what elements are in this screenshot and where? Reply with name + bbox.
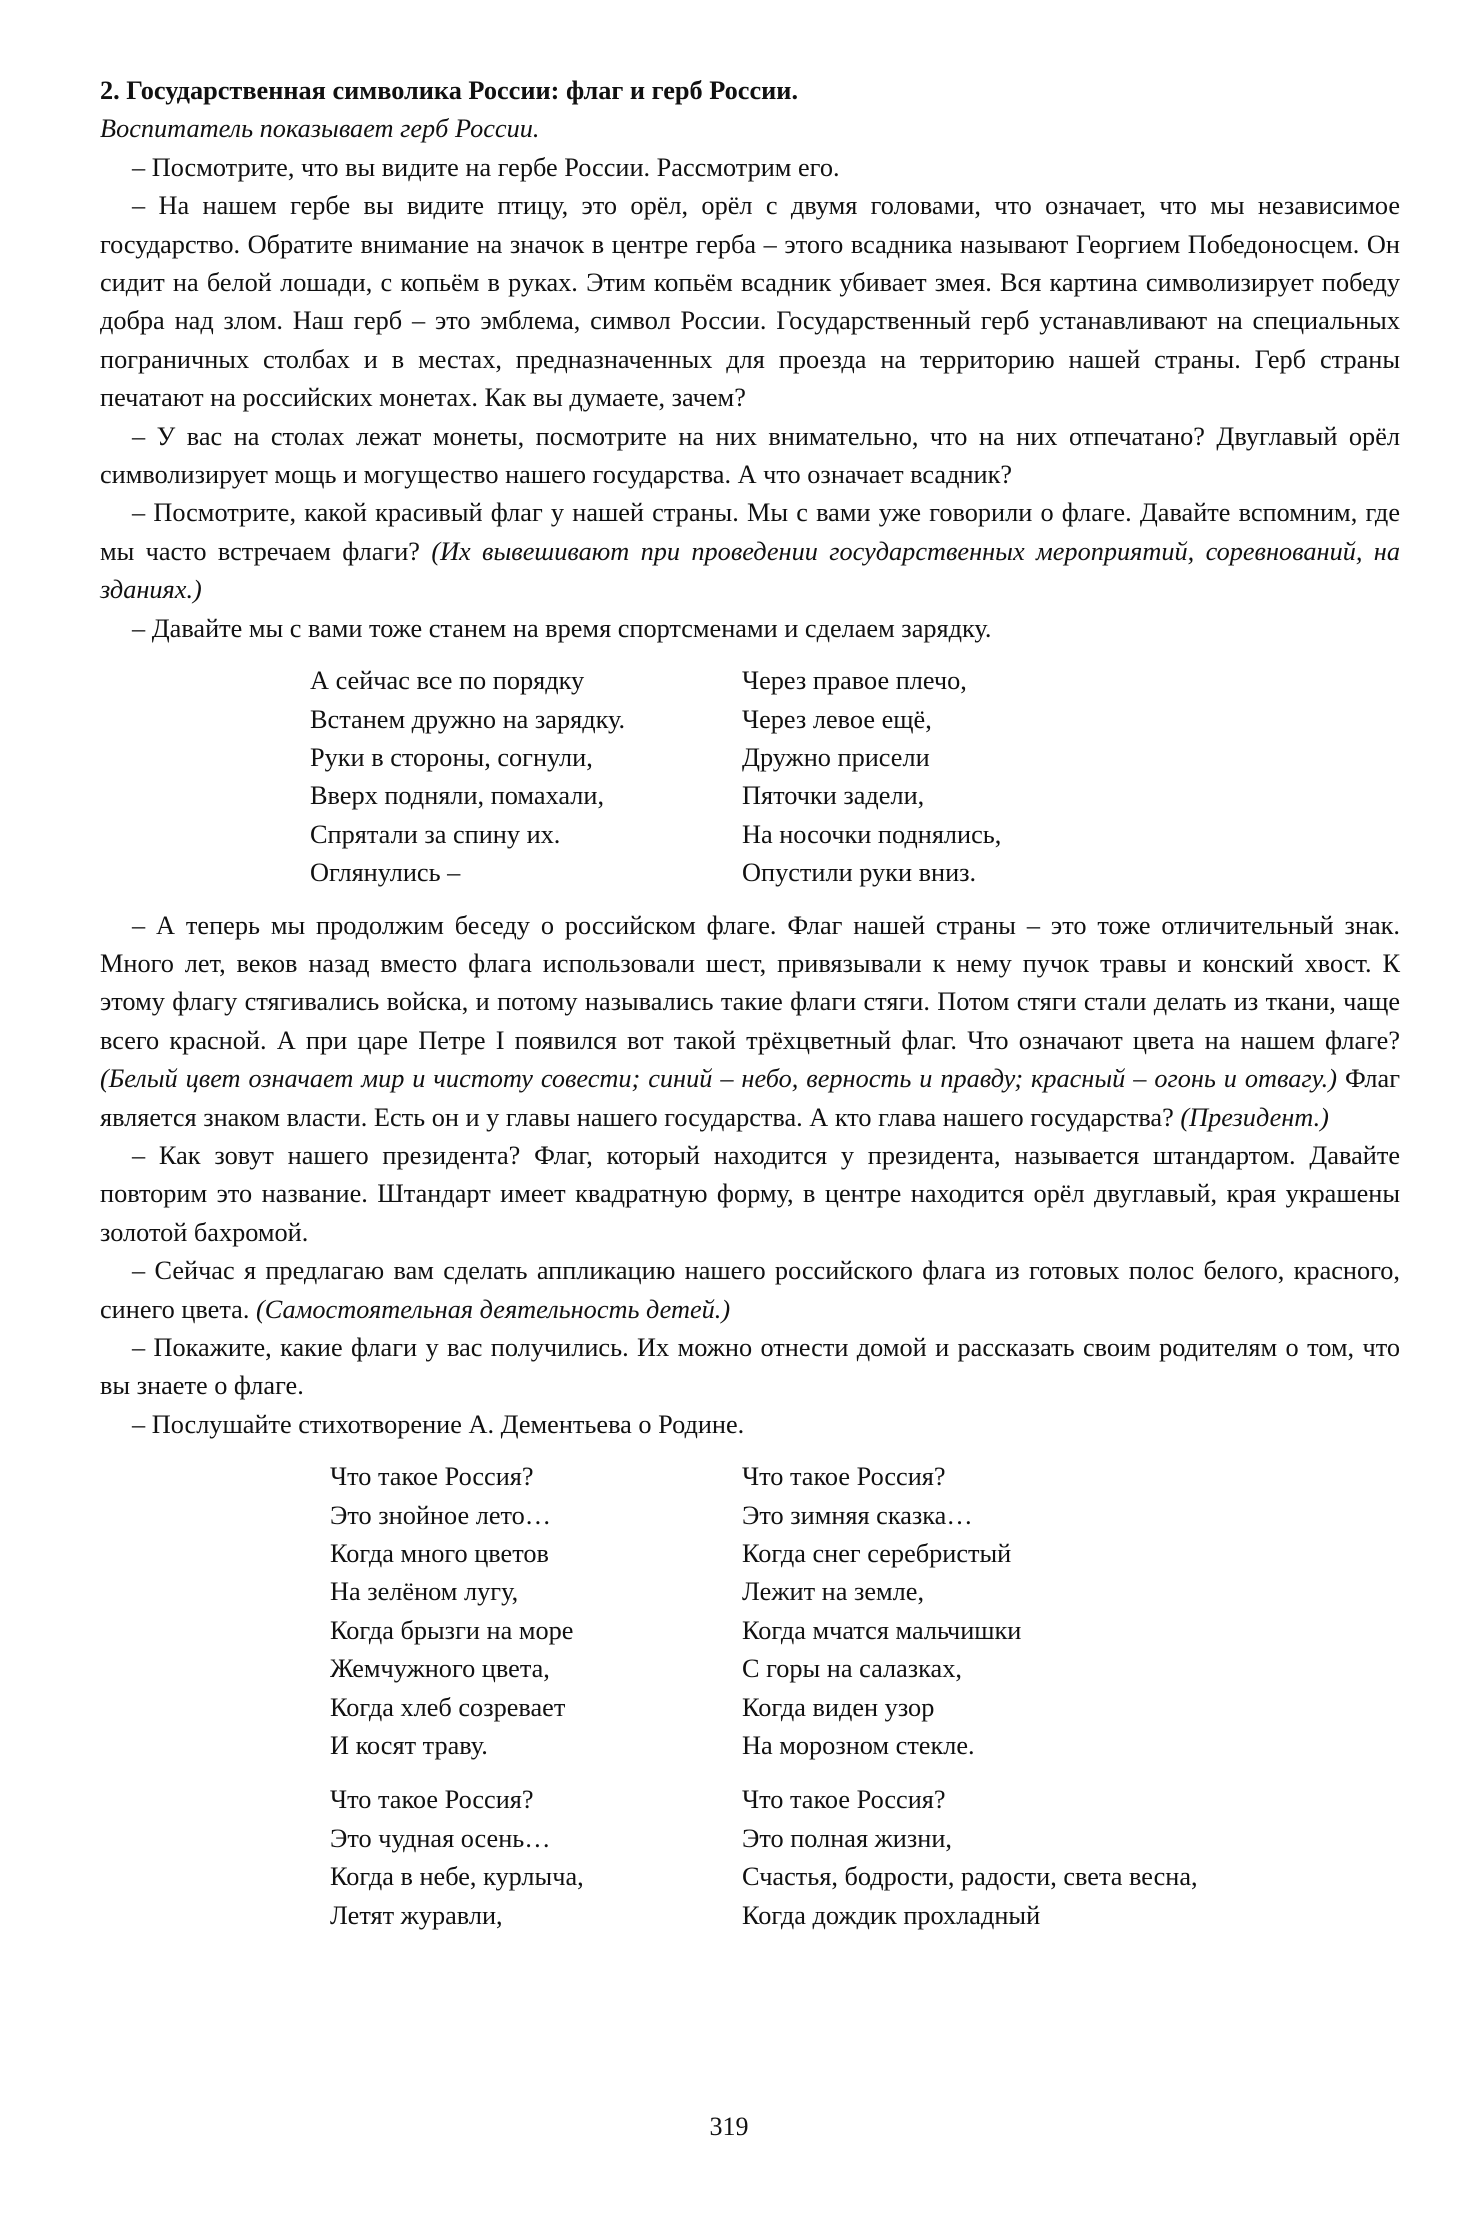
stage-direction: Воспитатель показывает герб России. — [100, 114, 540, 144]
flag-answer: (Их вывешивают при проведении государственных мероприятий, соревнований, на зданиях.) — [100, 536, 1400, 605]
page-number: 319 — [709, 2112, 749, 2141]
russia-poem-column-right — [742, 1781, 1322, 1935]
president-answer: (Президент.) — [1180, 1102, 1329, 1132]
paragraph-show-flags: – Покажите, какие флаги у вас получились. Их можно отнести домой и рассказать своим родителям о том, что вы знаете о флаге. — [100, 1333, 1400, 1401]
poem-line: На носочки поднялись, — [742, 819, 1002, 849]
poem-line: Это полная жизни, — [742, 1823, 952, 1853]
paragraph-coins: – У вас на столах лежат монеты, посмотрите на них внимательно, что на них отпечатано? Двуглавый орёл символизирует мощь и могущество нашего государства. А что означает всадник? — [100, 421, 1400, 490]
poem-line: Это знойное лето… — [330, 1500, 552, 1530]
poem-line: Что такое Россия? — [330, 1462, 534, 1492]
poem-line: Опустили руки вниз. — [742, 858, 977, 888]
poem-line: Когда снег серебристый — [742, 1539, 1012, 1569]
poem-line: Дружно присели — [742, 742, 930, 772]
poem-line: Жемчужного цвета, — [330, 1654, 550, 1684]
page-content — [100, 72, 1400, 1935]
poem-line: На морозном стекле. — [742, 1731, 975, 1761]
russia-poem-part-1 — [330, 1458, 1400, 1765]
paragraph-exercise-intro: – Давайте мы с вами тоже станем на время спортсменами и сделаем зарядку. — [132, 613, 992, 643]
poem-line: На зелёном лугу, — [330, 1577, 519, 1607]
poem-line: Оглянулись – — [310, 858, 461, 888]
poem-line: Когда виден узор — [742, 1692, 935, 1722]
poem-line: С горы на салазках, — [742, 1654, 962, 1684]
poem-line: Пяточки задели, — [742, 781, 925, 811]
poem-line: Лежит на земле, — [742, 1577, 925, 1607]
applique-text: – Сейчас я предлагаю вам сделать аппликацию нашего российского флага из готовых полос белого, красного, синего цвета. — [100, 1256, 1400, 1324]
poem-line: Через правое плечо, — [742, 666, 967, 696]
russia-poem-column-left — [330, 1458, 762, 1765]
history-text-2: Флаг является знаком власти. Есть он и у главы нашего государства. А кто глава нашего государства? — [100, 1064, 1401, 1132]
poem-line: Когда брызги на море — [330, 1615, 574, 1645]
poem-line: Счастья, бодрости, радости, света весна, — [742, 1862, 1198, 1892]
section-heading: 2. Государственная символика России: флаг и герб России. — [100, 76, 799, 105]
colors-answer: (Белый цвет означает мир и чистоту совести; синий – небо, верность и правду; красный – огонь и отвагу.) — [100, 1064, 1338, 1094]
paragraph-flag — [100, 494, 1400, 609]
poem-line: Это чудная осень… — [330, 1823, 551, 1853]
paragraph-standard: – Как зовут нашего президента? Флаг, который находится у президента, называется штандартом. Давайте повторим это название. Штандарт имеет квадратную форму, в центре находится орёл двуглавый, края украшены золотой бахромой. — [100, 1140, 1400, 1247]
poem-line: Летят журавли, — [330, 1900, 503, 1930]
paragraph-poem-intro: – Послушайте стихотворение А. Дементьева о Родине. — [132, 1409, 745, 1439]
poem-line: Руки в стороны, согнули, — [310, 742, 593, 772]
poem-line: Когда в небе, курлыча, — [330, 1862, 584, 1892]
poem-line: Это зимняя сказка… — [742, 1500, 973, 1530]
russia-poem-part-2 — [330, 1781, 1400, 1935]
poem-line: Через левое ещё, — [742, 704, 932, 734]
poem-line: Что такое Россия? — [742, 1785, 946, 1815]
poem-line: И косят траву. — [330, 1731, 488, 1761]
history-text-1: – А теперь мы продолжим беседу о российском флаге. Флаг нашей страны – это тоже отличительный знак. Много лет, веков назад вместо флага использовали шест, привязывали к нему пучок травы и конский хвост. К этому флагу стягивались войска, и потому назывались такие флаги стяги. Потом стяги стали делать из ткани, чаще всего красной. А при царе Петре I появился вот такой трёхцветный флаг. Что означают цвета на нашем флаге? — [100, 910, 1400, 1055]
exercise-poem — [310, 662, 1400, 892]
paragraph-look-at-coat-of-arms: – Посмотрите, что вы видите на гербе России. Рассмотрим его. — [132, 152, 840, 182]
poem-line: Что такое Россия? — [742, 1462, 946, 1492]
poem-line: Когда хлеб созревает — [330, 1692, 566, 1722]
flag-text: – Посмотрите, какой красивый флаг у нашей страны. Мы с вами уже говорили о флаге. Давайте вспомним, где мы часто встречаем флаги? — [100, 498, 1400, 566]
poem-line: Встанем дружно на зарядку. — [310, 704, 626, 734]
paragraph-applique — [100, 1252, 1400, 1329]
applique-note: (Самостоятельная деятельность детей.) — [255, 1294, 731, 1324]
paragraph-coat-of-arms-description: – На нашем гербе вы видите птицу, это орёл, орёл с двумя головами, что означает, что мы независимое государство. Обратите внимание на значок в центре герба – этого всадника называют Георгием Победоносцем. Он сидит на белой лошади, с копьём в руках. Этим копьём всадник убивает змея. Вся картина символизирует победу добра над злом. Наш герб – это эмблема, символ России. Государственный герб устанавливают на специальных пограничных столбах и в местах, предназначенных для проезда на территорию нашей страны. Герб страны печатают на российских монетах. Как вы думаете, зачем? — [100, 191, 1400, 413]
poem-line: Когда много цветов — [330, 1539, 549, 1569]
poem-line: Когда мчатся мальчишки — [742, 1615, 1022, 1645]
poem-line: Вверх подняли, помахали, — [310, 781, 605, 811]
paragraph-flag-history — [100, 907, 1400, 1137]
exercise-poem-column-left — [310, 662, 742, 892]
russia-poem-column-left — [330, 1781, 762, 1935]
poem-line: А сейчас все по порядку — [310, 666, 585, 696]
poem-line: Спрятали за спину их. — [310, 819, 561, 849]
russia-poem-column-right — [742, 1458, 1322, 1765]
exercise-poem-column-right — [742, 662, 1302, 892]
poem-line: Когда дождик прохладный — [742, 1900, 1041, 1930]
poem-line: Что такое Россия? — [330, 1785, 534, 1815]
